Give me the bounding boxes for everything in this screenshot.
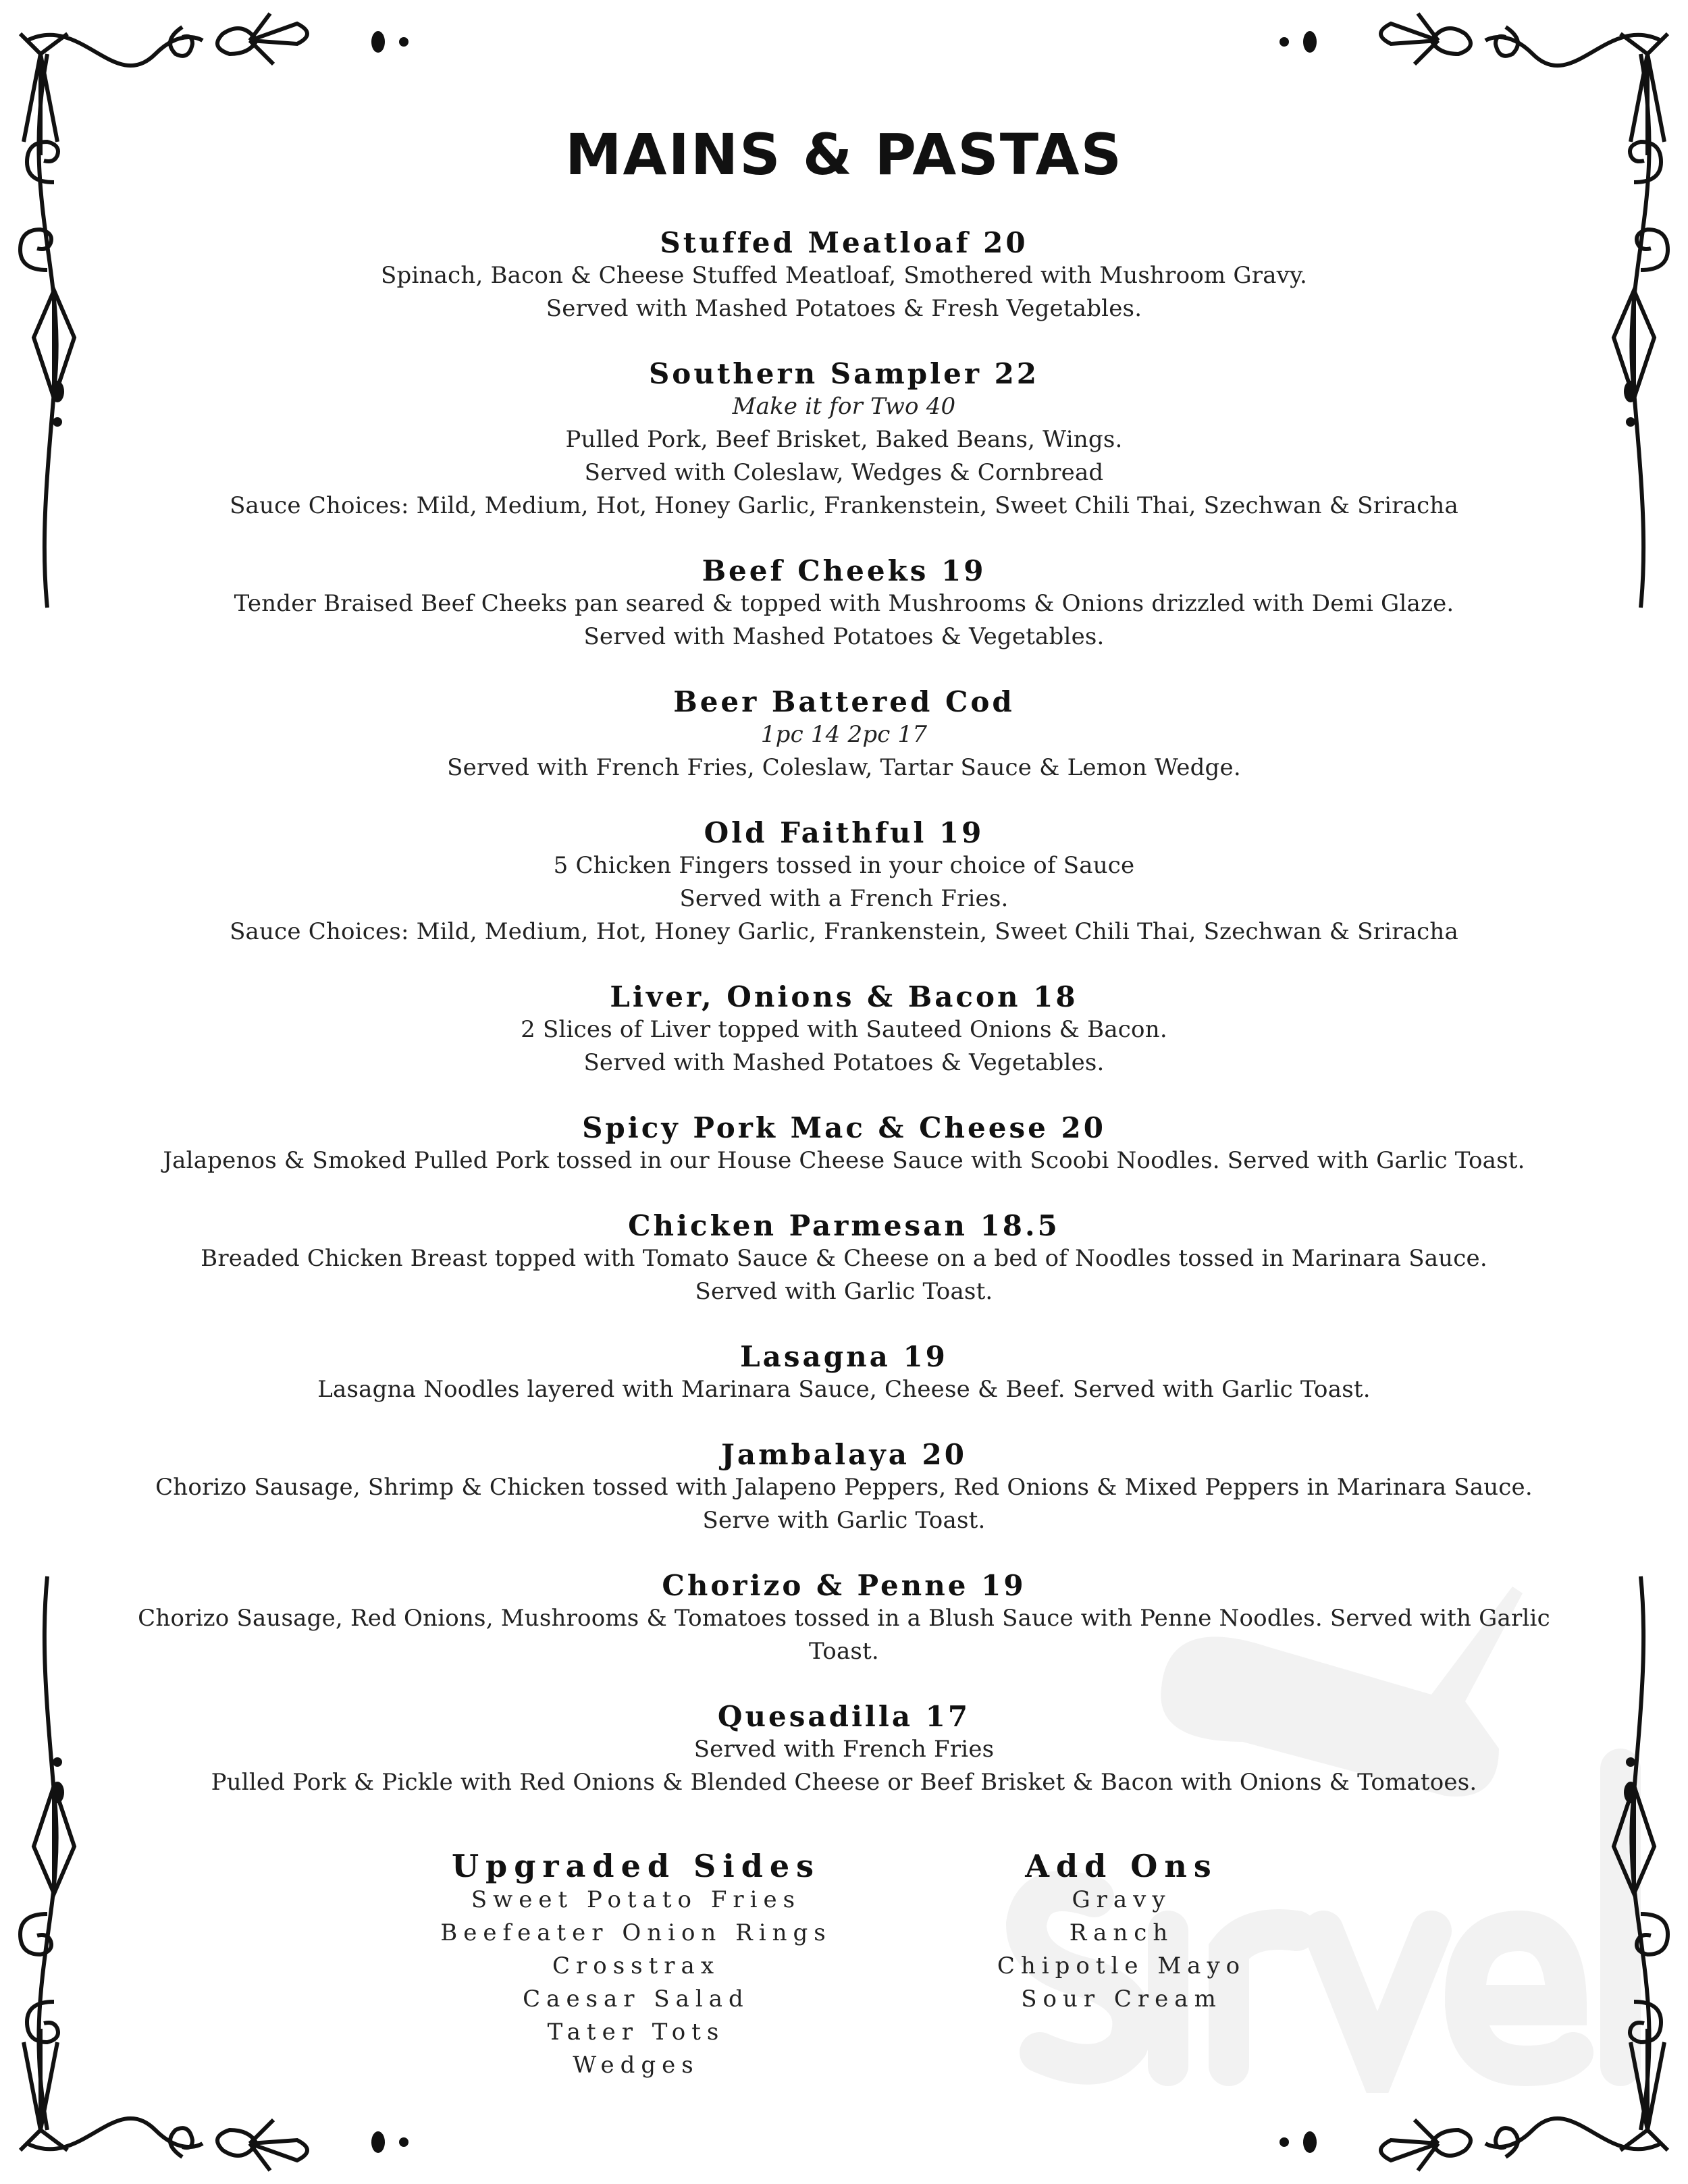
section-heading: Upgraded Sides <box>451 1848 821 1884</box>
menu-item <box>7 1209 1681 1308</box>
item-description: 2 Slices of Liver topped with Sauteed Onions & Bacon. <box>521 1016 1167 1043</box>
item-description: Served with Mashed Potatoes & Vegetables. <box>583 623 1105 650</box>
side-item: Beefeater Onion Rings <box>440 1919 832 1946</box>
item-description: Jalapenos & Smoked Pulled Pork tossed in our House Cheese Sauce with Scoobi Noodles. Served with Garlic Toast. <box>163 1147 1525 1174</box>
item-note: 1pc 14 2pc 17 <box>760 721 928 748</box>
item-name: Quesadilla 17 <box>717 1700 971 1733</box>
addon-item: Sour Cream <box>1021 1986 1222 2013</box>
item-description: Served with French Fries <box>693 1736 995 1763</box>
side-item: Wedges <box>573 2052 700 2079</box>
side-item: Sweet Potato Fries <box>471 1886 801 1913</box>
add-ons-section <box>851 1848 1392 2016</box>
menu-item <box>7 1569 1681 1668</box>
page-title: MAINS & PASTAS <box>564 122 1124 188</box>
item-description: Lasagna Noodles layered with Marinara Sauce, Cheese & Beef. Served with Garlic Toast. <box>317 1376 1371 1403</box>
item-name: Southern Sampler 22 <box>648 357 1040 390</box>
upgraded-sides-section <box>366 1848 906 2082</box>
item-description: Toast. <box>809 1638 879 1665</box>
item-description: Sauce Choices: Mild, Medium, Hot, Honey Garlic, Frankenstein, Sweet Chili Thai, Szechwan & Sriracha <box>230 918 1458 945</box>
side-item: Caesar Salad <box>523 1986 749 2013</box>
menu-item <box>7 357 1681 523</box>
item-name: Chicken Parmesan 18.5 <box>628 1209 1060 1242</box>
item-description: Chorizo Sausage, Shrimp & Chicken tossed with Jalapeno Peppers, Red Onions & Mixed Peppers in Marinara Sauce. <box>155 1474 1533 1501</box>
item-name: Old Faithful 19 <box>704 816 984 849</box>
item-description: Spinach, Bacon & Cheese Stuffed Meatloaf, Smothered with Mushroom Gravy. <box>381 262 1307 289</box>
item-description: 5 Chicken Fingers tossed in your choice of Sauce <box>553 852 1135 879</box>
menu-item <box>7 1700 1681 1799</box>
item-description: Sauce Choices: Mild, Medium, Hot, Honey Garlic, Frankenstein, Sweet Chili Thai, Szechwan & Sriracha <box>230 492 1458 519</box>
item-name: Lasagna 19 <box>740 1340 948 1373</box>
menu-item <box>7 1438 1681 1537</box>
item-description: Chorizo Sausage, Red Onions, Mushrooms & Tomatoes tossed in a Blush Sauce with Penne Noodles. Served with Garlic <box>138 1605 1550 1632</box>
menu-item <box>7 1340 1681 1406</box>
item-description: Served with Mashed Potatoes & Fresh Vegetables. <box>546 295 1142 322</box>
item-description: Tender Braised Beef Cheeks pan seared & topped with Mushrooms & Onions drizzled with Demi Glaze. <box>234 590 1454 617</box>
item-description: Served with Garlic Toast. <box>695 1278 993 1305</box>
addon-item: Gravy <box>1072 1886 1171 1913</box>
item-description: Serve with Garlic Toast. <box>702 1507 986 1534</box>
item-description: Served with a French Fries. <box>679 885 1009 912</box>
section-heading: Add Ons <box>1025 1848 1218 1884</box>
item-description: Breaded Chicken Breast topped with Tomato Sauce & Cheese on a bed of Noodles tossed in Marinara Sauce. <box>201 1245 1487 1272</box>
item-description: Pulled Pork & Pickle with Red Onions & Blended Cheese or Beef Brisket & Bacon with Onions & Tomatoes. <box>211 1769 1477 1796</box>
item-name: Stuffed Meatloaf 20 <box>660 226 1028 259</box>
item-name: Beer Battered Cod <box>673 685 1015 718</box>
item-description: Served with Mashed Potatoes & Vegetables. <box>583 1049 1105 1076</box>
item-name: Liver, Onions & Bacon 18 <box>610 980 1078 1013</box>
menu-item <box>7 554 1681 654</box>
addon-item: Chipotle Mayo <box>997 1952 1246 1979</box>
item-description: Served with French Fries, Coleslaw, Tartar Sauce & Lemon Wedge. <box>447 754 1241 781</box>
item-name: Beef Cheeks 19 <box>702 554 986 587</box>
menu-items-list <box>7 226 1681 1831</box>
item-description: Pulled Pork, Beef Brisket, Baked Beans, Wings. <box>565 426 1123 453</box>
menu-item <box>7 685 1681 784</box>
addon-item: Ranch <box>1069 1919 1174 1946</box>
menu-item <box>7 226 1681 325</box>
menu-item <box>7 1111 1681 1177</box>
item-description: Served with Coleslaw, Wedges & Cornbread <box>584 459 1104 486</box>
item-name: Spicy Pork Mac & Cheese 20 <box>582 1111 1106 1144</box>
side-item: Tater Tots <box>547 2019 725 2046</box>
item-name: Jambalaya 20 <box>721 1438 967 1471</box>
menu-item <box>7 816 1681 949</box>
item-note: Make it for Two 40 <box>732 393 956 420</box>
menu-item <box>7 980 1681 1080</box>
side-item: Crosstrax <box>552 1952 720 1979</box>
item-name: Chorizo & Penne 19 <box>662 1569 1026 1602</box>
